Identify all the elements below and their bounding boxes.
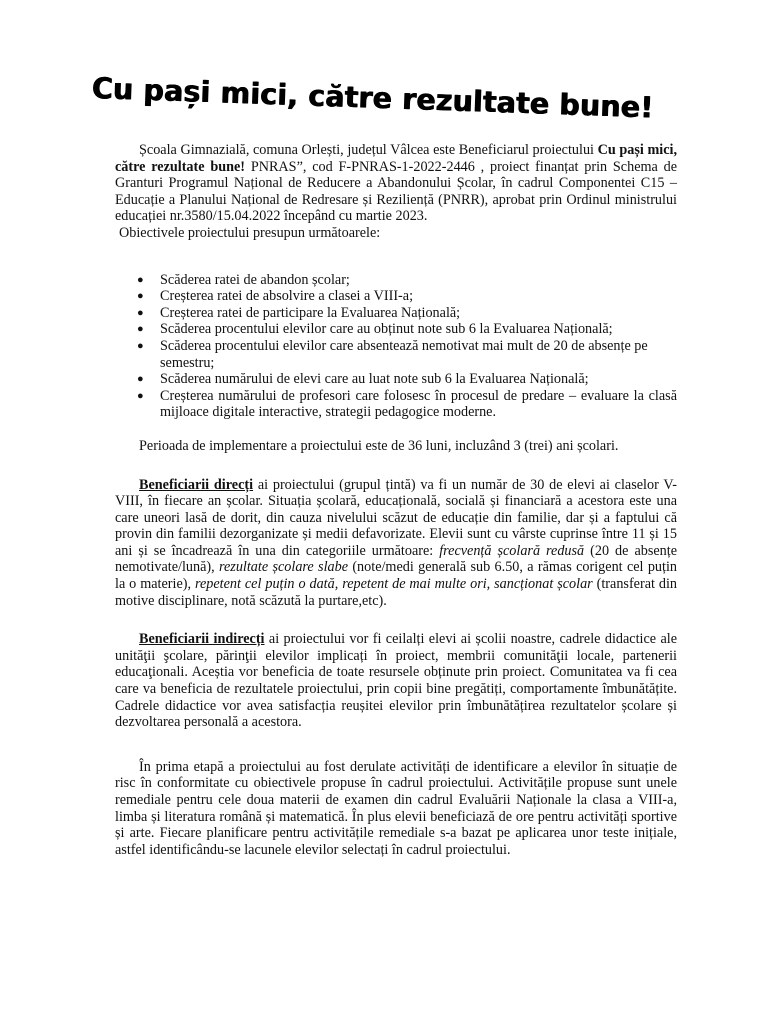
bullet-icon: ● <box>137 273 144 286</box>
indirect-beneficiaries-heading: Beneficiarii indirecți <box>139 631 265 648</box>
intro-text-2: PNRAS”, cod F-PNRAS-1-2022-2446 , proiect finanțat prin Schema de Granturi Programul Național de Reducere a Abandonului Școlar, în cadrul Componentei C15 – Educație a Planului Național de Redresare și Reziliență (PNRR), aprobat prin Ordinul ministrului educației nr.3580/15.04.2022 începând cu martie 2023. <box>115 158 678 225</box>
intro-paragraph <box>115 142 677 225</box>
list-item: ● Creșterea ratei de participare la Evaluarea Națională; <box>137 304 461 321</box>
category-repeater: repetent cel puțin o dată, repetent de mai multe ori, sancționat școlar <box>194 576 593 593</box>
direct-beneficiaries-paragraph: Beneficiarii direcți ai proiectului (grupul țintă) va fi un număr de 30 de elevi ai claselor V-VIII, în fiecare an școlar. Situația școlară, educațională, socială și financiară a acestora este una care uneori lasă de dorit, din cauza nivelului scăzut de educație din familie, dar și a faptului că provin din familii dezorganizate și medii defavorizate. Elevii sunt cu vârste cuprinse între 11 și 15 ani și se încadrează în una din categoriile următoare: frecvență școlară redusă (20 de absențe nemotivate/lună), rezultate școlare slabe (note/medi generală sub 6.50, a rămas corigent cel puțin la o materie), repetent cel puțin o dată, repetent de mai multe ori, sancționat școlar (transferat din motive disciplinare, notă scăzută la purtare,etc). <box>115 476 678 609</box>
bullet-icon: ● <box>137 373 144 386</box>
indirect-beneficiaries-paragraph: Beneficiarii indirecți ai proiectului vor fi ceilalți elevi ai școlii noastre, cadrele didactice ale unităţii şcolare, părinţii elevilor implicați în proiect, membrii comunităţii locale, partenerii educaţionali. Aceștia vor beneficia de toate resursele obținute prin proiect. Comunitatea va fi cea care va beneficia de rezultatele proiectului, prin copii bine pregătiți, comportamente îmbunătățite. Cadrele didactice vor avea satisfacția reușitei elevilor prin îmbunătățirea rezultatelor școlare și dezvoltarea personală a acestora. <box>115 631 677 731</box>
title-wordart <box>92 72 702 132</box>
bullet-icon: ● <box>137 290 144 303</box>
bullet-icon: ● <box>137 339 144 352</box>
objectives-list <box>115 272 677 421</box>
direct-beneficiaries-heading: Beneficiarii direcți <box>139 476 254 493</box>
page-title: Cu pași mici, către rezultate bune! <box>91 71 654 125</box>
project-name: Cu pași mici, către rezultate bune! <box>115 142 677 175</box>
bullet-icon: ● <box>137 306 144 319</box>
list-item: ● Scăderea procentului elevilor care au obținut note sub 6 la Evaluarea Națională; <box>137 321 613 338</box>
intro-text-1: Școala Gimnazială, comuna Orlești, județul Vâlcea este Beneficiarul proiectului <box>139 142 598 158</box>
list-item: ● Creșterea ratei de absolvire a clasei a VIII-a; <box>137 288 414 305</box>
list-item: ● Scăderea numărului de elevi care au luat note sub 6 la Evaluarea Națională; <box>137 371 589 388</box>
category-results: rezultate școlare slabe <box>219 559 348 576</box>
objectives-intro: Obiectivele proiectului presupun următoarele: <box>119 224 381 241</box>
category-attendance: frecvență școlară redusă <box>439 542 585 559</box>
bullet-icon: ● <box>137 323 144 336</box>
list-item: ● Scăderea ratei de abandon școlar; <box>137 271 350 288</box>
list-item: ● Creșterea numărului de profesori care folosesc în procesul de predare – evaluare la clasă mijloace digitale interactive, strategii pedagogice moderne. <box>137 387 677 421</box>
list-item: ● Scăderea procentului elevilor care absentează nemotivat mai mult de 20 de absențe pe semestru; <box>137 337 648 371</box>
first-stage-paragraph: În prima etapă a proiectului au fost derulate activități de identificare a elevilor în situație de risc în conformitate cu obiectivele propuse în cadrul proiectului. Activitățile propuse sunt unele remediale pentru cele doua materii de examen din cadrul Evaluării Naționale la clasa a VIII-a, limba și literatura română și matematică. În plus elevii beneficiază de ore pentru activități sportive și arte. Fiecare planificare pentru activitățile remediale s-a bazat pe aplicarea unor teste inițiale, astfel identificându-se lacunele elevilor selectați în cadrul proiectului. <box>115 758 677 858</box>
period-paragraph: Perioada de implementare a proiectului este de 36 luni, incluzând 3 (trei) ani școlari. <box>139 437 619 454</box>
bullet-icon: ● <box>137 389 144 402</box>
document-body <box>115 142 677 858</box>
